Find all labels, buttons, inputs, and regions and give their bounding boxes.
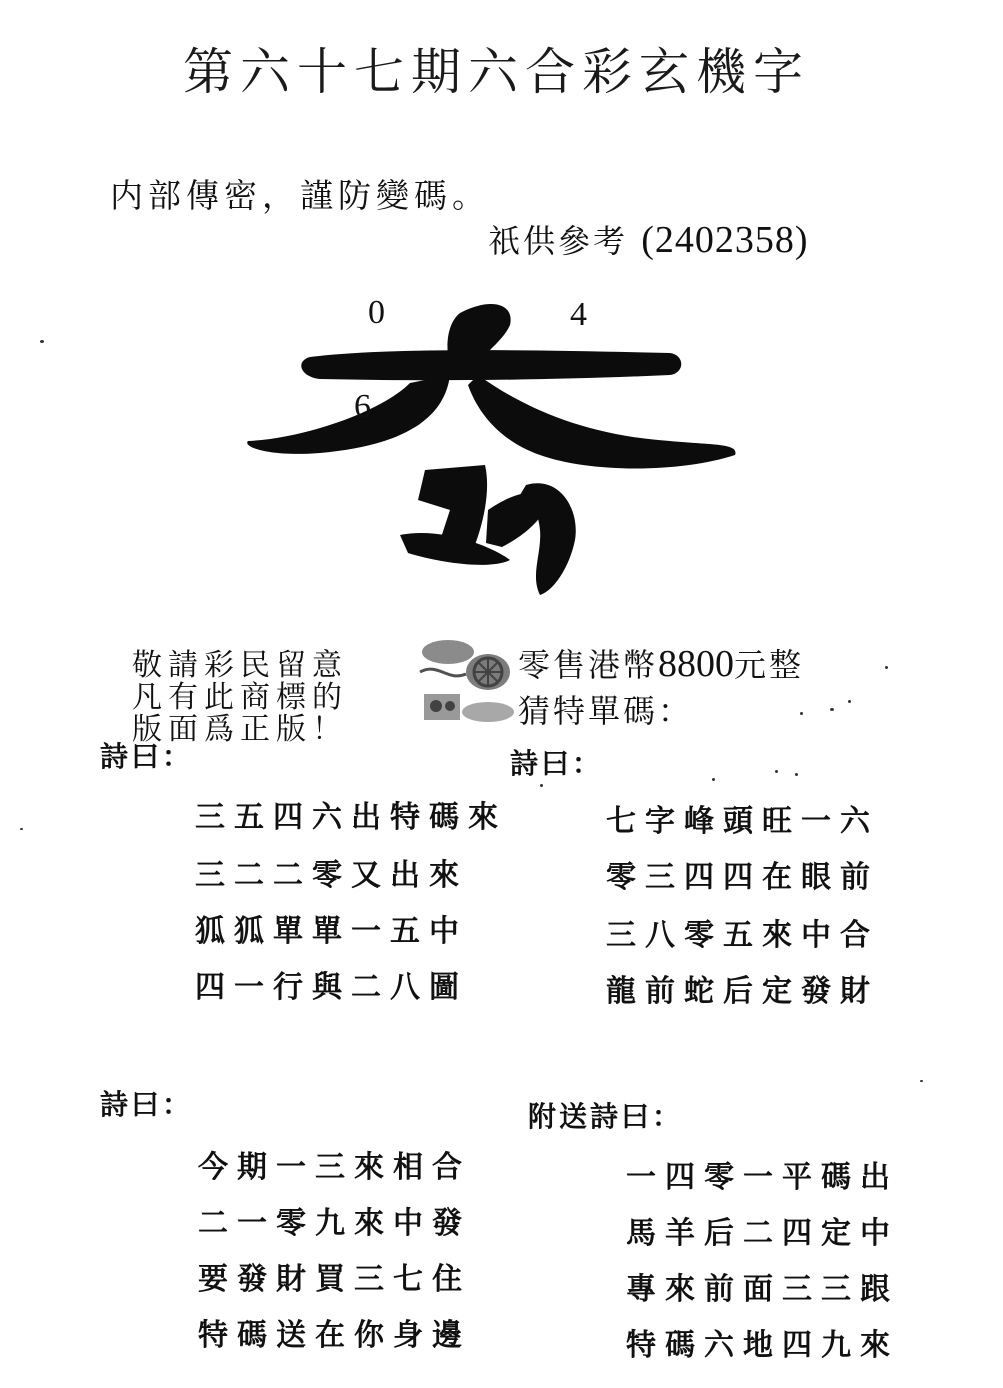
price-suffix: 元整 (734, 646, 805, 684)
reference-line (488, 216, 809, 262)
promo-left-line-1: 敬請彩民留意 (132, 648, 348, 683)
price-prefix: 零售港幣 (518, 646, 659, 684)
reference-number-value: 2402358 (654, 219, 795, 261)
scan-speck (800, 712, 803, 715)
reference-number: (2402358) (641, 219, 809, 261)
calligraphy-graphic (240, 295, 740, 605)
price-line (518, 640, 804, 686)
poem-1-label: 詩曰： (100, 740, 194, 773)
digit-top-right: 4 (570, 296, 587, 333)
poem-1-line-1: 三五四六出特碼來 (195, 800, 507, 835)
scan-speck (20, 828, 23, 830)
brush-stroke-right (468, 375, 736, 469)
reference-label: 祇供參考 (488, 222, 629, 260)
poem-2-line-2: 零三四四在眼前 (606, 860, 879, 895)
digit-middle-left: 6 (354, 388, 371, 425)
digit-top-left: 0 (368, 295, 385, 331)
poem-4-line-2: 馬羊后二四定中 (626, 1216, 899, 1251)
poem-3-line-4: 特碼送在你身邊 (198, 1318, 471, 1353)
brush-stroke-bar (301, 350, 681, 380)
page-title: 第六十七期六合彩玄機字 (183, 43, 810, 101)
scan-speck (920, 1080, 923, 1082)
poem-2-line-4: 龍前蛇后定發財 (606, 974, 879, 1009)
poem-4-line-4: 特碼六地四九來 (626, 1328, 899, 1363)
scan-speck (885, 666, 888, 669)
poem-3-line-3: 要發財買三七住 (198, 1262, 471, 1297)
confidential-notice: 内部傳密，謹防變碼。 (110, 176, 490, 215)
price-value: 8800 (658, 643, 735, 685)
scan-speck (540, 784, 543, 787)
brush-stroke-left (247, 375, 450, 454)
scan-speck (40, 340, 44, 343)
scan-speck (848, 700, 851, 703)
guess-line: 猜特單碼： (518, 692, 694, 730)
poem-3-line-1: 今期一三來相合 (198, 1150, 471, 1185)
poem-1-line-4: 四一行與二八圖 (195, 970, 468, 1005)
scan-speck (712, 778, 715, 781)
promo-left-line-2: 凡有此商標的 (132, 680, 348, 715)
scan-speck (795, 773, 798, 776)
poem-4-label: 附送詩曰： (528, 1100, 684, 1133)
scan-speck (830, 708, 834, 711)
poem-1-line-3: 狐狐單單一五中 (195, 914, 468, 949)
scan-speck (775, 770, 778, 773)
digit-middle-right: 8 (580, 384, 597, 421)
poem-1-line-2: 三二二零又出來 (195, 858, 468, 893)
promo-left-line-3: 版面爲正版！ (132, 712, 348, 747)
poem-3-label: 詩曰： (100, 1088, 194, 1121)
poem-2-line-3: 三八零五來中合 (606, 918, 879, 953)
poem-4-line-1: 一四零一平碼出 (626, 1160, 899, 1195)
poem-3-line-2: 二一零九來中發 (198, 1206, 471, 1241)
brush-stroke-lower-right (520, 483, 576, 595)
poem-2-line-1: 七字峰頭旺一六 (606, 804, 879, 839)
trademark-logo (418, 632, 522, 728)
poem-4-line-3: 專來前面三三跟 (626, 1272, 899, 1307)
poem-2-label: 詩曰： (510, 747, 604, 780)
